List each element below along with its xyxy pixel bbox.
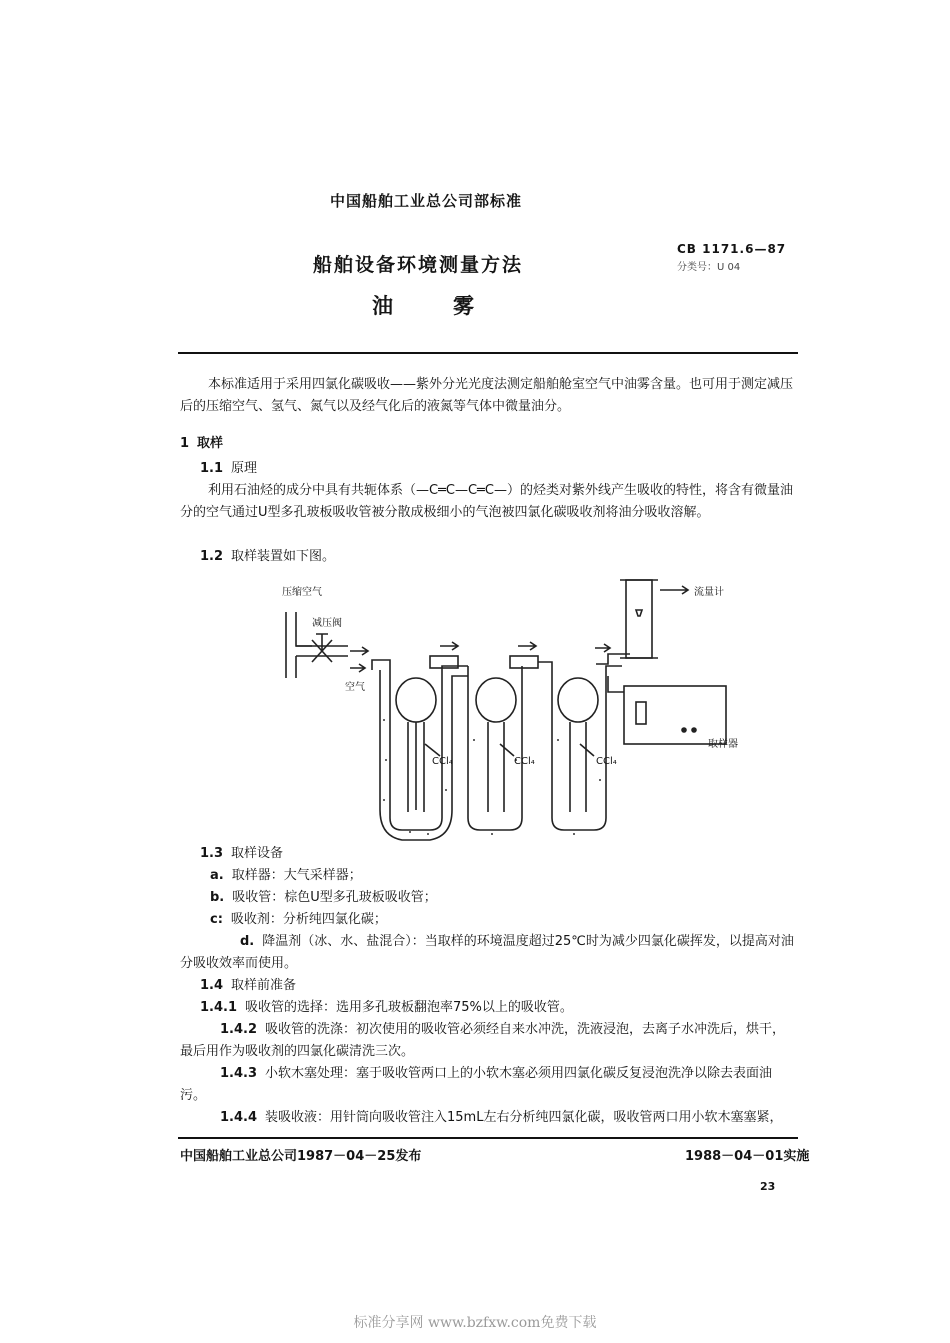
ccl4-label-1: CCl₄ [432,756,453,767]
section-title: 取样装置如下图。 [231,549,336,564]
item-number: 1.4.2 [220,1022,258,1037]
prep-item-1-4-1 [200,997,573,1019]
section-1-4-heading [200,975,296,997]
issue-date: 中国船舶工业总公司1987－04－25发布 [180,1149,422,1164]
item-text: 吸收管：棕色U型多孔玻板吸收管； [232,890,437,905]
page-number: 23 [760,1180,776,1193]
principle-paragraph: 利用石油烃的成分中具有共轭体系（—C═C—C═C—）的烃类对紫外线产生吸收的特性，将含有微量油分的空气通过U型多孔玻板吸收管被分散成极细小的气泡被四氯化碳吸收剂将油分吸收溶解。 [180,483,793,520]
prep-item-1-4-3 [180,1063,795,1107]
section-1-3-heading [200,843,283,865]
classification-code: 分类号：U 04 [677,262,741,273]
item-number: 1.4.1 [200,1000,238,1015]
equipment-item-c [210,909,387,931]
implementation-date: 1988－04－01实施 [685,1149,810,1164]
ccl4-label-3: CCl₄ [596,756,617,767]
pressure-valve-label: 减压阀 [312,618,342,629]
section-title: 取样设备 [231,846,284,861]
ccl4-label-2: CCl₄ [514,756,535,767]
item-key: d. [240,934,255,949]
item-number: 1.4.3 [220,1066,258,1081]
section-title: 取样前准备 [231,978,297,993]
compressed-air-label: 压缩空气 [282,587,322,598]
sampler-label: 取样器 [708,739,738,750]
item-text: 取样器：大气采样器； [231,868,362,883]
document-title: 船舶设备环境测量方法 [313,254,524,276]
item-key: b. [210,890,225,905]
item-text: 小软木塞处理：塞于吸收管两口上的小软木塞必须用四氯化碳反复浸泡洗净以除去表面油污。 [180,1066,773,1103]
flowmeter-label: 流量计 [694,587,724,598]
prep-item-1-4-4 [180,1107,795,1129]
air-label: 空气 [345,682,365,693]
issuing-organization: 中国船舶工业总公司部标准 [330,192,523,210]
section-number: 1.4 [200,978,224,993]
equipment-item-d [180,931,795,975]
intro-paragraph: 本标准适用于采用四氯化碳吸收——紫外分光光度法测定船舶舱室空气中油雾含量。也可用于测定减压后的压缩空气、氢气、氮气以及经气化后的液氮等气体中微量油分。 [180,377,794,414]
equipment-item-b [210,887,437,909]
document-subtitle: 油雾 [372,294,534,318]
item-key: a. [210,868,224,883]
item-text: 吸收管的选择：选用多孔玻板翻泡率75%以上的吸收管。 [245,1000,573,1015]
standard-code: CB 1171.6—87 [677,242,787,256]
section-title: 原理 [231,461,258,476]
item-number: 1.4.4 [220,1110,258,1125]
section-number: 1.2 [200,549,224,564]
item-text: 吸收管的洗涤：初次使用的吸收管必须经自来水冲洗，洗液浸泡，去离子水冲洗后，烘干，最后用作为吸收剂的四氯化碳清洗三次。 [180,1022,786,1059]
section-number: 1.1 [200,461,224,476]
item-text: 装吸收液：用针筒向吸收管注入15mL左右分析纯四氯化碳，吸收管两口用小软木塞塞紧， [265,1110,783,1125]
item-key: c: [210,912,223,927]
section-number: 1 [180,436,190,451]
item-text: 降温剂（冰、水、盐混合）：当取样的环境温度超过25℃时为减少四氯化碳挥发，以提高对油分吸收效率而使用。 [180,934,794,971]
item-text: 吸收剂：分析纯四氯化碳； [230,912,387,927]
prep-item-1-4-2 [180,1019,795,1063]
section-title: 取样 [197,436,224,451]
section-number: 1.3 [200,846,224,861]
footer-divider [178,1137,798,1139]
watermark: 标准分享网 www.bzfxw.com免费下载 [353,1315,597,1331]
equipment-item-a [210,865,362,887]
